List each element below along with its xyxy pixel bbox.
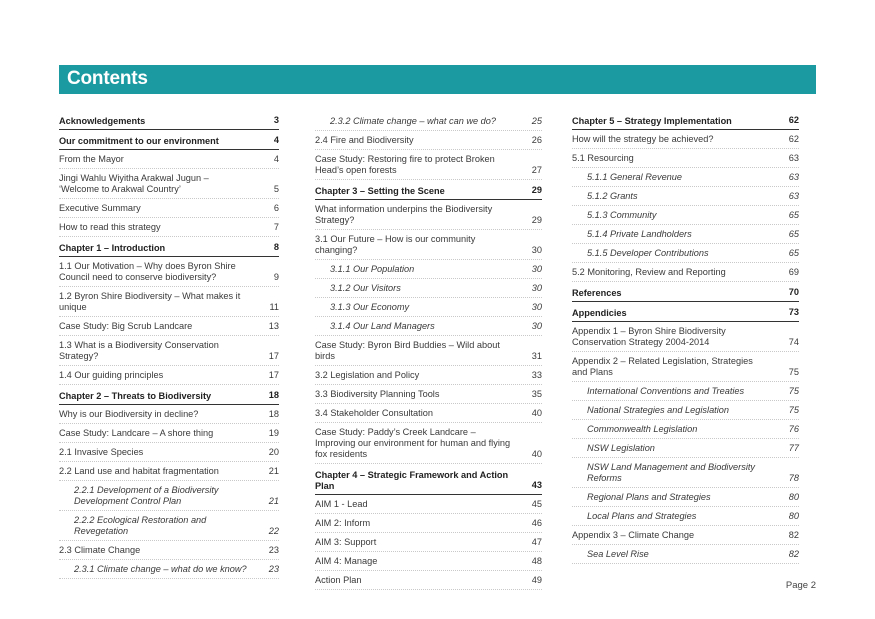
page-number: Page 2 xyxy=(785,580,816,591)
toc-entry[interactable] xyxy=(59,261,279,287)
toc-entry[interactable] xyxy=(315,427,542,464)
toc-page-number: 46 xyxy=(531,518,542,528)
toc-entry-title: 3.1.2 Our Visitors xyxy=(330,283,401,293)
toc-page-number: 65 xyxy=(788,248,799,258)
toc-entry-title: What information underpins the Biodiversity Strategy? xyxy=(315,204,493,225)
toc-heading[interactable] xyxy=(59,136,279,150)
toc-entry-title: 2.2.2 Ecological Restoration and Revegetation xyxy=(74,515,207,536)
toc-page-number: 20 xyxy=(268,447,279,457)
toc-entry[interactable] xyxy=(572,326,799,352)
toc-entry[interactable] xyxy=(572,267,799,282)
toc-entry[interactable] xyxy=(315,370,542,385)
toc-entry[interactable] xyxy=(572,356,799,382)
toc-page-number: 30 xyxy=(531,283,542,293)
toc-page-number: 62 xyxy=(788,134,799,144)
toc-entry[interactable] xyxy=(572,405,799,420)
toc-entry-title: Our commitment to our environment xyxy=(59,136,219,146)
toc-heading[interactable] xyxy=(59,243,279,257)
toc-entry-title: 2.4 Fire and Biodiversity xyxy=(315,135,414,145)
toc-page-number: 74 xyxy=(788,337,799,347)
toc-entry[interactable] xyxy=(59,545,279,560)
toc-page-number: 40 xyxy=(531,449,542,459)
toc-column-1 xyxy=(59,116,279,583)
toc-entry-title: 1.2 Byron Shire Biodiversity – What makes it unique xyxy=(59,291,241,312)
toc-entry-title: Executive Summary xyxy=(59,203,141,213)
toc-entry-title: Case Study: Paddy’s Creek Landcare – Improving our environment for human and flying fox residents xyxy=(315,427,511,459)
toc-entry-title: Action Plan xyxy=(315,575,362,585)
toc-entry-title: 2.3 Climate Change xyxy=(59,545,141,555)
toc-entry-title: AIM 4: Manage xyxy=(315,556,378,566)
toc-entry-title: AIM 1 - Lead xyxy=(315,499,368,509)
toc-heading[interactable] xyxy=(572,308,799,322)
toc-entry-title: Appendix 2 – Related Legislation, Strategies and Plans xyxy=(572,356,753,377)
toc-entry[interactable] xyxy=(59,447,279,462)
toc-entry-title: 1.3 What is a Biodiversity Conservation Strategy? xyxy=(59,340,219,361)
toc-entry[interactable] xyxy=(59,340,279,366)
toc-page-number: 29 xyxy=(531,185,542,195)
toc-entry[interactable] xyxy=(572,172,799,187)
toc-page-number: 6 xyxy=(273,203,279,213)
toc-entry[interactable] xyxy=(572,386,799,401)
toc-page-number: 23 xyxy=(268,564,279,574)
toc-entry-title: 2.3.2 Climate change – what can we do? xyxy=(330,116,496,126)
toc-entry-title: Regional Plans and Strategies xyxy=(587,492,711,502)
toc-entry-title: 3.1.1 Our Population xyxy=(330,264,415,274)
toc-heading[interactable] xyxy=(572,288,799,302)
toc-entry-title: From the Mayor xyxy=(59,154,124,164)
toc-entry[interactable] xyxy=(315,499,542,514)
toc-entry-title: Case Study: Restoring fire to protect Broken Head’s open forests xyxy=(315,154,495,175)
toc-entry-title: 2.1 Invasive Species xyxy=(59,447,144,457)
toc-entry[interactable] xyxy=(315,575,542,590)
toc-entry[interactable] xyxy=(315,302,542,317)
toc-entry-title: Chapter 2 – Threats to Biodiversity xyxy=(59,391,212,401)
toc-entry[interactable] xyxy=(59,466,279,481)
toc-page-number: 13 xyxy=(268,321,279,331)
toc-page-number: 11 xyxy=(269,302,279,312)
toc-entry[interactable] xyxy=(315,340,542,366)
toc-entry-title: 5.1.5 Developer Contributions xyxy=(587,248,709,258)
toc-entry[interactable] xyxy=(315,264,542,279)
toc-entry-title: 5.1.4 Private Landholders xyxy=(587,229,692,239)
toc-entry[interactable] xyxy=(572,424,799,439)
toc-entry-title: Case Study: Byron Bird Buddies – Wild about birds xyxy=(315,340,500,361)
toc-entry-title: 1.4 Our guiding principles xyxy=(59,370,164,380)
toc-entry-title: 2.2.1 Development of a Biodiversity Development Control Plan xyxy=(74,485,219,506)
toc-entry-title: National Strategies and Legislation xyxy=(587,405,729,415)
toc-page-number: 82 xyxy=(788,549,799,559)
toc-page-number: 9 xyxy=(273,272,279,282)
toc-page-number: 35 xyxy=(531,389,542,399)
toc-entry-title: 5.1 Resourcing xyxy=(572,153,634,163)
toc-entry[interactable] xyxy=(59,222,279,237)
toc-page-number: 8 xyxy=(273,242,279,252)
toc-page-number: 30 xyxy=(531,264,542,274)
toc-page-number: 70 xyxy=(788,287,799,297)
toc-page-number: 18 xyxy=(268,390,279,400)
toc-entry-title: 5.1.2 Grants xyxy=(587,191,638,201)
toc-page-number: 40 xyxy=(531,408,542,418)
toc-page-number: 33 xyxy=(531,370,542,380)
toc-entry-title: Case Study: Big Scrub Landcare xyxy=(59,321,193,331)
toc-page-number: 17 xyxy=(268,370,279,380)
toc-entry-title: Acknowledgements xyxy=(59,116,146,126)
toc-page-number: 62 xyxy=(788,115,799,125)
toc-entry-title: 3.4 Stakeholder Consultation xyxy=(315,408,433,418)
toc-entry[interactable] xyxy=(572,443,799,458)
toc-page-number: 30 xyxy=(531,245,542,255)
toc-page-number: 73 xyxy=(788,307,799,317)
toc-column-3 xyxy=(572,116,799,568)
toc-entry-title: Local Plans and Strategies xyxy=(587,511,697,521)
toc-entry-title: 3.1 Our Future – How is our community changing? xyxy=(315,234,476,255)
toc-page-number: 21 xyxy=(268,496,279,506)
toc-entry[interactable] xyxy=(59,485,279,511)
toc-entry[interactable] xyxy=(59,154,279,169)
contents-banner xyxy=(59,65,816,94)
toc-page-number: 63 xyxy=(788,153,799,163)
toc-page-number: 82 xyxy=(788,530,799,540)
toc-page-number: 65 xyxy=(788,210,799,220)
toc-page-number: 76 xyxy=(788,424,799,434)
toc-page-number: 19 xyxy=(268,428,279,438)
toc-entry-title: NSW Land Management and Biodiversity Reforms xyxy=(587,462,756,483)
toc-page-number: 31 xyxy=(531,351,542,361)
toc-entry-title: 3.1.3 Our Economy xyxy=(330,302,410,312)
toc-entry[interactable] xyxy=(572,530,799,545)
toc-heading[interactable] xyxy=(572,116,799,130)
toc-entry[interactable] xyxy=(59,321,279,336)
toc-entry-title: Chapter 5 – Strategy Implementation xyxy=(572,116,732,126)
toc-page-number: 26 xyxy=(531,135,542,145)
toc-entry[interactable] xyxy=(572,492,799,507)
toc-page-number: 21 xyxy=(268,466,279,476)
toc-page-number: 4 xyxy=(273,135,279,145)
toc-entry-title: Sea Level Rise xyxy=(587,549,649,559)
toc-entry[interactable] xyxy=(572,153,799,168)
toc-page-number: 80 xyxy=(788,511,799,521)
toc-entry[interactable] xyxy=(59,173,279,199)
toc-entry-title: Chapter 4 – Strategic Framework and Action Plan xyxy=(315,470,509,491)
toc-entry[interactable] xyxy=(59,370,279,385)
toc-entry-title: Case Study: Landcare – A shore thing xyxy=(59,428,214,438)
toc-entry[interactable] xyxy=(315,116,542,131)
toc-heading[interactable] xyxy=(59,116,279,130)
toc-entry-title: NSW Legislation xyxy=(587,443,655,453)
toc-entry-title: Commonwealth Legislation xyxy=(587,424,698,434)
toc-entry-title: Jingi Wahlu Wiyitha Arakwal Jugun – ‘Welcome to Arakwal Country’ xyxy=(59,173,209,194)
toc-page-number: 27 xyxy=(531,165,542,175)
toc-heading[interactable] xyxy=(315,470,542,495)
toc-page-number: 69 xyxy=(788,267,799,277)
toc-entry-title: 2.3.1 Climate change – what do we know? xyxy=(74,564,247,574)
toc-page-number: 29 xyxy=(531,215,542,225)
toc-page-number: 75 xyxy=(788,405,799,415)
toc-entry-title: 1.1 Our Motivation – Why does Byron Shire Council need to conserve biodiversity? xyxy=(59,261,236,282)
toc-page-number: 65 xyxy=(788,229,799,239)
toc-entry-title: Appendix 1 – Byron Shire Biodiversity Conservation Strategy 2004-2014 xyxy=(572,326,726,347)
toc-entry[interactable] xyxy=(572,549,799,564)
toc-entry[interactable] xyxy=(572,229,799,244)
toc-entry-title: 3.3 Biodiversity Planning Tools xyxy=(315,389,440,399)
toc-page-number: 30 xyxy=(531,302,542,312)
toc-page-number: 3 xyxy=(273,115,279,125)
toc-page-number: 78 xyxy=(788,473,799,483)
toc-entry-title: AIM 2: Inform xyxy=(315,518,371,528)
toc-page-number: 7 xyxy=(273,222,279,232)
toc-entry-title: Why is our Biodiversity in decline? xyxy=(59,409,199,419)
toc-page-number: 30 xyxy=(531,321,542,331)
toc-entry[interactable] xyxy=(59,515,279,541)
toc-page-number: 49 xyxy=(531,575,542,585)
toc-entry[interactable] xyxy=(315,204,542,230)
toc-column-2 xyxy=(315,116,542,594)
toc-entry-title: References xyxy=(572,288,622,298)
toc-entry-title: 5.1.1 General Revenue xyxy=(587,172,683,182)
toc-entry[interactable] xyxy=(315,154,542,180)
toc-entry[interactable] xyxy=(572,210,799,225)
toc-entry-title: Appendicies xyxy=(572,308,627,318)
toc-page-number: 80 xyxy=(788,492,799,502)
toc-page-number: 63 xyxy=(788,191,799,201)
toc-entry[interactable] xyxy=(315,556,542,571)
toc-entry[interactable] xyxy=(315,135,542,150)
toc-page-number: 17 xyxy=(268,351,279,361)
toc-page-number: 4 xyxy=(273,154,279,164)
toc-entry[interactable] xyxy=(59,564,279,579)
toc-entry[interactable] xyxy=(315,283,542,298)
toc-entry[interactable] xyxy=(59,203,279,218)
toc-entry-title: 5.1.3 Community xyxy=(587,210,657,220)
toc-page-number: 75 xyxy=(788,386,799,396)
toc-page-number: 48 xyxy=(531,556,542,566)
toc-entry[interactable] xyxy=(315,537,542,552)
toc-entry-title: How will the strategy be achieved? xyxy=(572,134,714,144)
toc-entry[interactable] xyxy=(315,408,542,423)
toc-entry[interactable] xyxy=(572,134,799,149)
toc-page-number: 5 xyxy=(273,184,279,194)
toc-page-number: 22 xyxy=(268,526,279,536)
toc-page-number: 18 xyxy=(268,409,279,419)
page-title: Contents xyxy=(67,68,148,89)
toc-page-number: 63 xyxy=(788,172,799,182)
toc-entry[interactable] xyxy=(59,291,279,317)
toc-entry-title: 5.2 Monitoring, Review and Reporting xyxy=(572,267,726,277)
toc-entry[interactable] xyxy=(315,389,542,404)
toc-entry-title: 2.2 Land use and habitat fragmentation xyxy=(59,466,219,476)
toc-entry-title: Appendix 3 – Climate Change xyxy=(572,530,695,540)
toc-entry-title: 3.2 Legislation and Policy xyxy=(315,370,420,380)
toc-entry[interactable] xyxy=(572,248,799,263)
toc-page-number: 25 xyxy=(531,116,542,126)
toc-entry-title: AIM 3: Support xyxy=(315,537,377,547)
toc-page-number: 75 xyxy=(788,367,799,377)
toc-entry-title: Chapter 3 – Setting the Scene xyxy=(315,186,445,196)
toc-page-number: 43 xyxy=(531,480,542,490)
toc-entry[interactable] xyxy=(59,428,279,443)
toc-entry[interactable] xyxy=(572,511,799,526)
toc-entry[interactable] xyxy=(315,321,542,336)
toc-page-number: 23 xyxy=(268,545,279,555)
toc-entry-title: Chapter 1 – Introduction xyxy=(59,243,166,253)
toc-heading[interactable] xyxy=(315,186,542,200)
toc-page-number: 47 xyxy=(531,537,542,547)
toc-page-number: 45 xyxy=(531,499,542,509)
toc-page-number: 77 xyxy=(788,443,799,453)
toc-entry[interactable] xyxy=(315,234,542,260)
toc-entry-title: How to read this strategy xyxy=(59,222,161,232)
toc-entry[interactable] xyxy=(59,409,279,424)
toc-entry-title: International Conventions and Treaties xyxy=(587,386,745,396)
toc-heading[interactable] xyxy=(59,391,279,405)
toc-entry[interactable] xyxy=(572,462,799,488)
toc-entry[interactable] xyxy=(315,518,542,533)
toc-entry[interactable] xyxy=(572,191,799,206)
toc-entry-title: 3.1.4 Our Land Managers xyxy=(330,321,435,331)
